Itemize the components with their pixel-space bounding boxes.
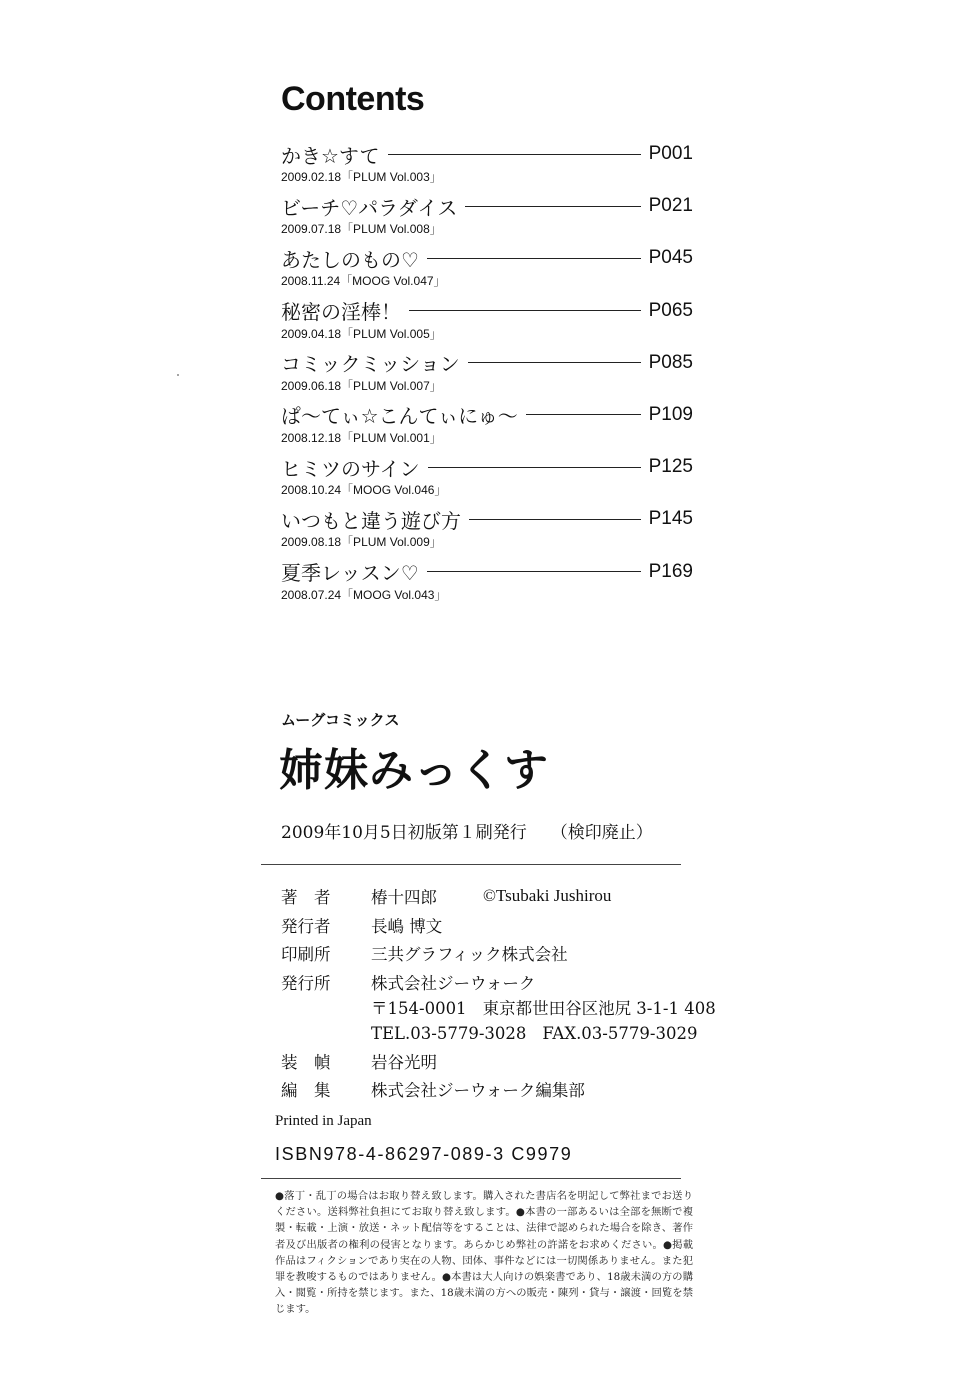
toc-source: 2008.07.24「MOOG Vol.043」 [281, 587, 447, 602]
toc-title: 秘密の淫棒！ [281, 300, 401, 325]
printer-row [281, 939, 716, 968]
toc-page-number: P001 [648, 143, 693, 164]
toc-entry [281, 506, 693, 558]
toc-page-number: P021 [648, 195, 693, 217]
book-title: 姉妹みっくす [279, 745, 549, 796]
toc-source: 2008.12.18「PLUM Vol.001」 [281, 430, 442, 445]
printed-in: Printed in Japan [275, 1113, 372, 1129]
imprint-label: ムーグコミックス [281, 711, 400, 729]
toc-leader-line [409, 310, 641, 311]
toc-source: 2009.06.18「PLUM Vol.007」 [281, 378, 442, 393]
postal-code: 〒154-0001 [371, 999, 467, 1019]
toc-page-number: P045 [648, 247, 693, 269]
divider-bottom [261, 1178, 681, 1179]
toc-leader-line [388, 154, 641, 155]
toc-line [281, 245, 693, 271]
toc-line [281, 506, 693, 532]
table-of-contents [281, 141, 693, 611]
toc-leader-line [427, 571, 641, 572]
publisher-contact [281, 1021, 716, 1046]
toc-title: ぱ～てぃ☆こんてぃにゅ～ [281, 404, 518, 429]
toc-source: 2009.08.18「PLUM Vol.009」 [281, 535, 442, 550]
editor-name: 株式会社ジーウォーク編集部 [371, 1081, 585, 1101]
toc-page-number: P125 [648, 456, 693, 478]
fax: FAX.03-5779-3029 [542, 1024, 698, 1044]
toc-source: 2009.04.18「PLUM Vol.005」 [281, 326, 442, 341]
toc-page-number: P109 [648, 403, 693, 425]
author-name: 椿十四郎 [371, 888, 437, 908]
toc-page-number: P145 [648, 508, 693, 530]
toc-line [281, 402, 693, 428]
street-address: 東京都世田谷区池尻 3-1-1 408 [482, 999, 716, 1019]
toc-source: 2008.11.24「MOOG Vol.047」 [281, 274, 446, 289]
first-edition-date: 2009年10月5日初版第１刷発行 [281, 823, 527, 843]
publisher-person-row [281, 911, 716, 940]
toc-line [281, 559, 693, 585]
seal-note: （検印廃止） [550, 823, 653, 843]
toc-title: ヒミツのサイン [281, 456, 420, 481]
contents-heading: Contents [281, 80, 425, 118]
toc-entry [281, 193, 693, 245]
author-label: 著 者 [281, 888, 331, 908]
toc-title: ビーチ♡パラダイス [281, 195, 458, 220]
design-row [281, 1046, 716, 1075]
toc-source: 2009.07.18「PLUM Vol.008」 [281, 222, 442, 237]
toc-leader-line [428, 467, 641, 468]
colophon-block [281, 882, 716, 1104]
toc-line [281, 298, 693, 324]
copyright-notice: ©Tsubaki Jushirou [483, 886, 612, 906]
toc-leader-line [465, 206, 640, 207]
toc-entry [281, 402, 693, 454]
telephone: TEL.03-5779-3028 [371, 1024, 527, 1044]
toc-leader-line [427, 258, 641, 259]
toc-entry [281, 245, 693, 297]
toc-line [281, 350, 693, 376]
editor-label: 編 集 [281, 1081, 331, 1101]
toc-line [281, 141, 693, 167]
publisher-label: 発行所 [281, 974, 331, 994]
design-label: 装 幀 [281, 1052, 331, 1072]
isbn: ISBN978-4-86297-089-3 C9979 [275, 1144, 573, 1164]
toc-page-number: P085 [648, 351, 693, 373]
toc-line [281, 454, 693, 480]
toc-page-number: P169 [648, 560, 693, 582]
publisher-name: 株式会社ジーウォーク [371, 974, 536, 994]
toc-title: かき☆すて [281, 143, 380, 168]
toc-line [281, 193, 693, 219]
scan-speck [177, 374, 179, 376]
toc-title: コミックミッション [281, 352, 460, 377]
toc-entry [281, 559, 693, 611]
toc-title: あたしのもの♡ [281, 247, 419, 272]
toc-source: 2008.10.24「MOOG Vol.046」 [281, 483, 447, 498]
toc-entry [281, 350, 693, 402]
toc-entry [281, 141, 693, 193]
toc-entry [281, 454, 693, 506]
toc-leader-line [469, 519, 641, 520]
first-edition-line [281, 818, 653, 843]
printer-label: 印刷所 [281, 945, 331, 965]
publisher-person-name: 長嶋 博文 [371, 916, 443, 936]
publisher-row [281, 968, 716, 997]
designer-name: 岩谷光明 [371, 1052, 437, 1072]
legal-notice: ●落丁・乱丁の場合はお取り替え致します。購入された書店名を明記して弊社までお送りください。送料弊社負担にてお取り替え致します。●本書の一部あるいは全部を無断で複製・転載・上演・放送・ネット配信等をすることは、法律で認められた場合を除き、著作者及び出版者の権利の侵害となります。あらかじめ弊社の許諾をお求めください。●掲載作品はフィクションであり実在の人物、団体、事件などには一切関係ありません。また犯罪を教唆するものではありません。●本書は大人向けの娯楽書であり、18歳未満の方の購入・閲覧・所持を禁じます。また、18歳未満の方への販売・陳列・貸与・譲渡・回覧を禁じます。 [275, 1190, 693, 1316]
publisher-address [281, 996, 716, 1021]
toc-leader-line [526, 414, 641, 415]
toc-source: 2009.02.18「PLUM Vol.003」 [281, 170, 442, 184]
printer-name: 三共グラフィック株式会社 [371, 945, 568, 965]
author-row [281, 882, 716, 911]
divider-top [261, 864, 681, 865]
toc-leader-line [468, 362, 641, 363]
publisher-person-label: 発行者 [281, 916, 331, 936]
toc-entry [281, 298, 693, 350]
toc-page-number: P065 [648, 299, 693, 321]
toc-title: 夏季レッスン♡ [281, 561, 419, 585]
toc-title: いつもと違う遊び方 [281, 508, 461, 533]
editor-row [281, 1075, 716, 1104]
